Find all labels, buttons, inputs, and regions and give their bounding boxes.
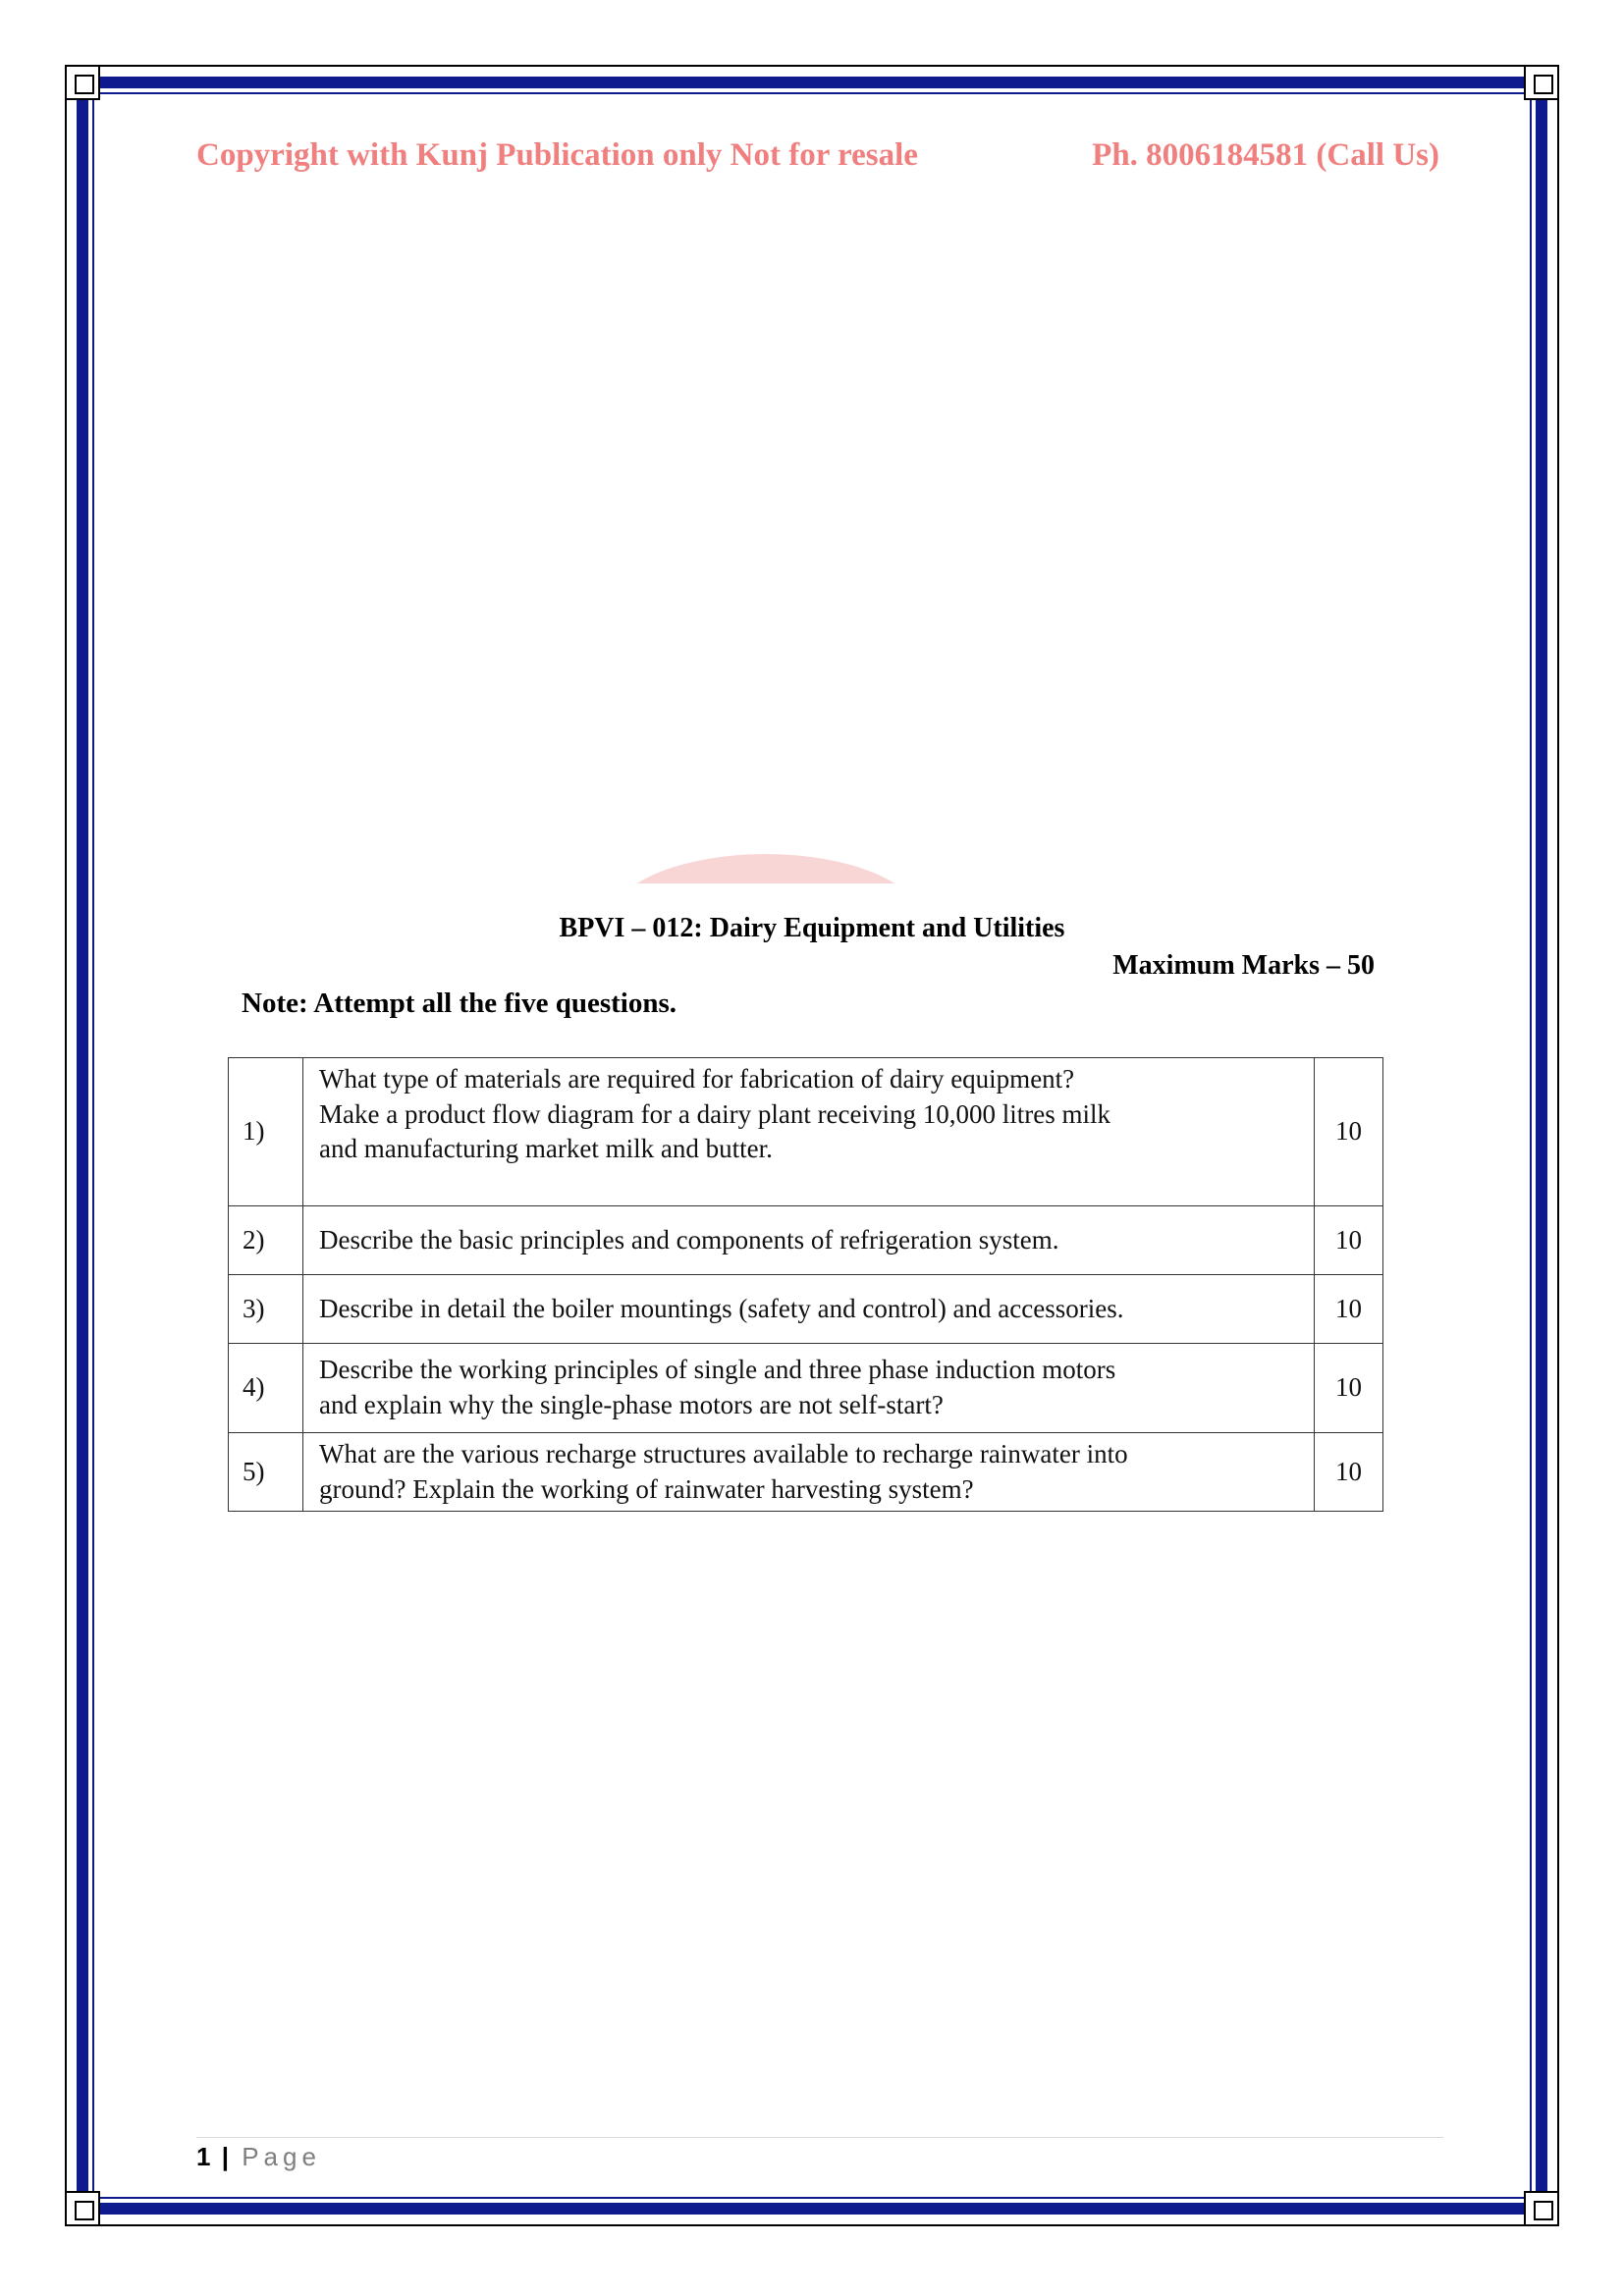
question-text (303, 1275, 1315, 1344)
question-marks: 10 (1315, 1275, 1383, 1344)
question-number: 5) (229, 1433, 303, 1512)
question-line: Make a product flow diagram for a dairy plant receiving 10,000 litres milk (319, 1098, 1111, 1129)
question-row (229, 1433, 1383, 1512)
question-marks: 10 (1315, 1206, 1383, 1275)
page-header (196, 137, 1443, 181)
question-marks: 10 (1315, 1058, 1383, 1206)
page-label: Page (242, 2142, 321, 2171)
question-number: 4) (229, 1344, 303, 1433)
question-row (229, 1206, 1383, 1275)
question-line: Describe in detail the boiler mountings (safety and control) and accessories. (319, 1293, 1124, 1323)
question-line: Describe the basic principles and components of refrigeration system. (319, 1224, 1059, 1255)
corner-ornament-top-left (65, 65, 100, 100)
contact-phone: Ph. 8006184581 (Call Us) (1092, 137, 1439, 173)
question-marks: 10 (1315, 1433, 1383, 1512)
exam-note: Note: Attempt all the five questions. (242, 988, 677, 1019)
question-line: and explain why the single-phase motors are not self-start? (319, 1390, 944, 1419)
question-text (303, 1206, 1315, 1275)
page-number: 1 (196, 2142, 211, 2171)
footer-separator: | (221, 2142, 229, 2171)
question-text (303, 1433, 1315, 1512)
question-marks: 10 (1315, 1344, 1383, 1433)
watermark-arc (609, 854, 923, 883)
copyright-notice: Copyright with Kunj Publication only Not for resale (196, 137, 918, 173)
corner-ornament-bottom-right (1524, 2191, 1559, 2226)
corner-ornament-top-right (1524, 65, 1559, 100)
question-number: 1) (229, 1058, 303, 1206)
question-number: 2) (229, 1206, 303, 1275)
question-text (303, 1344, 1315, 1433)
question-text (303, 1058, 1315, 1206)
corner-ornament-bottom-left (65, 2191, 100, 2226)
question-line: What are the various recharge structures available to recharge rainwater into (319, 1439, 1128, 1468)
question-line: What type of materials are required for fabrication of dairy equipment? (319, 1064, 1075, 1094)
question-row (229, 1275, 1383, 1344)
question-number: 3) (229, 1275, 303, 1344)
exam-title: BPVI – 012: Dairy Equipment and Utilities (559, 913, 1065, 943)
question-line: and manufacturing market milk and butter. (319, 1134, 773, 1164)
page-footer (196, 2142, 321, 2172)
watermark-logo (609, 844, 923, 883)
question-row (229, 1344, 1383, 1433)
question-line: Describe the working principles of single and three phase induction motors (319, 1355, 1116, 1385)
footer-divider (196, 2137, 1443, 2138)
questions-table (228, 1057, 1383, 1512)
question-line: ground? Explain the working of rainwater harvesting system? (319, 1473, 974, 1504)
maximum-marks: Maximum Marks – 50 (1112, 950, 1375, 981)
question-row (229, 1058, 1383, 1206)
